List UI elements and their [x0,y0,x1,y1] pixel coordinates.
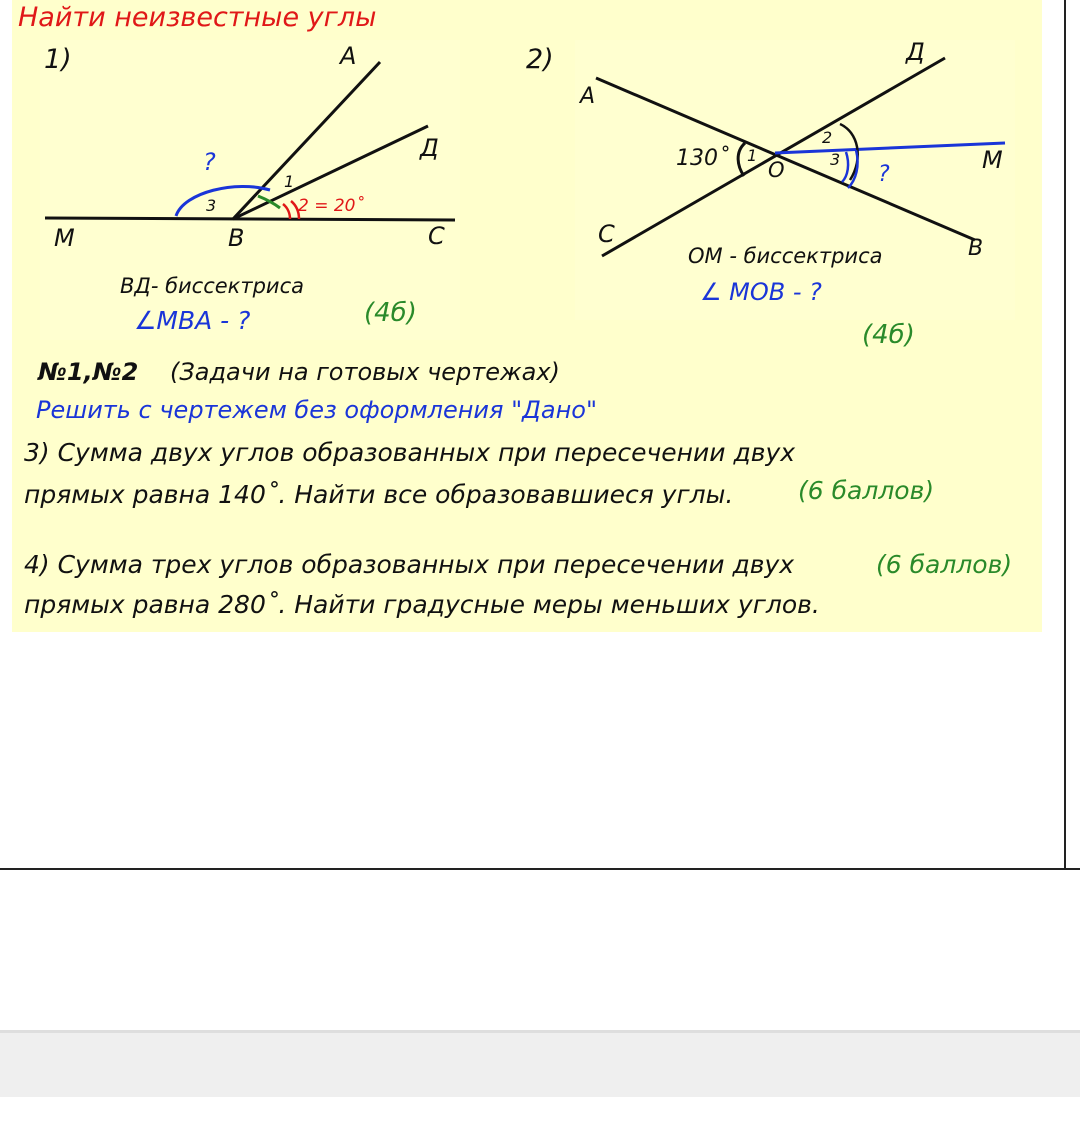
p2-point-o: О [768,158,785,182]
p1-bisector-note: ВД- биссектриса [120,274,304,298]
p1-find-angle: ∠МВА - ? [134,306,251,335]
p2-angle-2-label: 2 [822,128,833,147]
problem1-number: 1) [44,44,72,75]
arc-angle-2a [283,204,290,219]
task4-line1: 4) Сумма трех углов образованных при пересечении двух [24,550,795,579]
p2-point-m: М [982,146,1003,174]
line-mc [45,218,455,220]
p2-angle-1-label: 1 [747,146,758,165]
frame-right-border [1064,0,1066,870]
p2-points: (4б) [862,320,915,350]
figure-2 [596,58,975,256]
arc-130 [738,143,745,176]
tasks-header-text: (Задачи на готовых чертежах) [170,358,560,386]
task3-points: (6 баллов) [798,476,935,505]
p2-point-c: С [598,220,615,248]
tasks-instruction: Решить с чертежем без оформления "Дано" [36,396,597,424]
page-title: Найти неизвестные углы [18,2,377,33]
p1-point-b: В [228,224,245,252]
p1-question-mark: ? [203,148,216,176]
p1-angle-3-label: 3 [206,196,217,215]
p2-point-b: В [968,236,984,261]
frame-bottom-border [0,868,1080,870]
p1-point-d: Д [420,134,439,162]
task3-line1: 3) Сумма двух углов образованных при пересечении двух [24,438,796,467]
problem2-number: 2) [526,44,554,75]
p1-point-c: С [428,222,445,250]
p2-point-d: Д [906,38,925,66]
p1-angle-2-label: 2 = 20˚ [298,196,364,216]
p1-point-a: А [340,42,357,70]
p2-angle-3-label: 3 [830,150,841,169]
p2-bisector-note: ОМ - биссектриса [688,244,883,268]
p2-point-a: А [580,84,596,109]
p1-angle-1-label: 1 [284,172,295,191]
arc-angle-3 [176,186,270,216]
arc-angle-3b [848,150,858,188]
p1-point-m: М [54,224,75,252]
task4-points: (6 баллов) [876,550,1013,579]
bottom-toolbar-area [0,1030,1080,1097]
line-ab [596,78,975,240]
p2-find-angle: ∠ МОВ - ? [700,278,822,306]
arc-angle-3a [842,152,848,182]
p2-question-mark: ? [878,162,890,187]
tasks-header-number: №1,№2 [38,358,139,386]
p2-given-angle: 130˚ [676,146,729,171]
p1-points: (4б) [364,298,417,328]
arc-angle-2 [840,124,858,180]
task4-line2: прямых равна 280˚. Найти градусные меры меньших углов. [24,590,820,619]
line-cd [602,58,945,256]
task3-line2: прямых равна 140˚. Найти все образовавшиеся углы. [24,480,734,509]
figure-1 [45,62,455,220]
ray-om [775,143,1005,153]
